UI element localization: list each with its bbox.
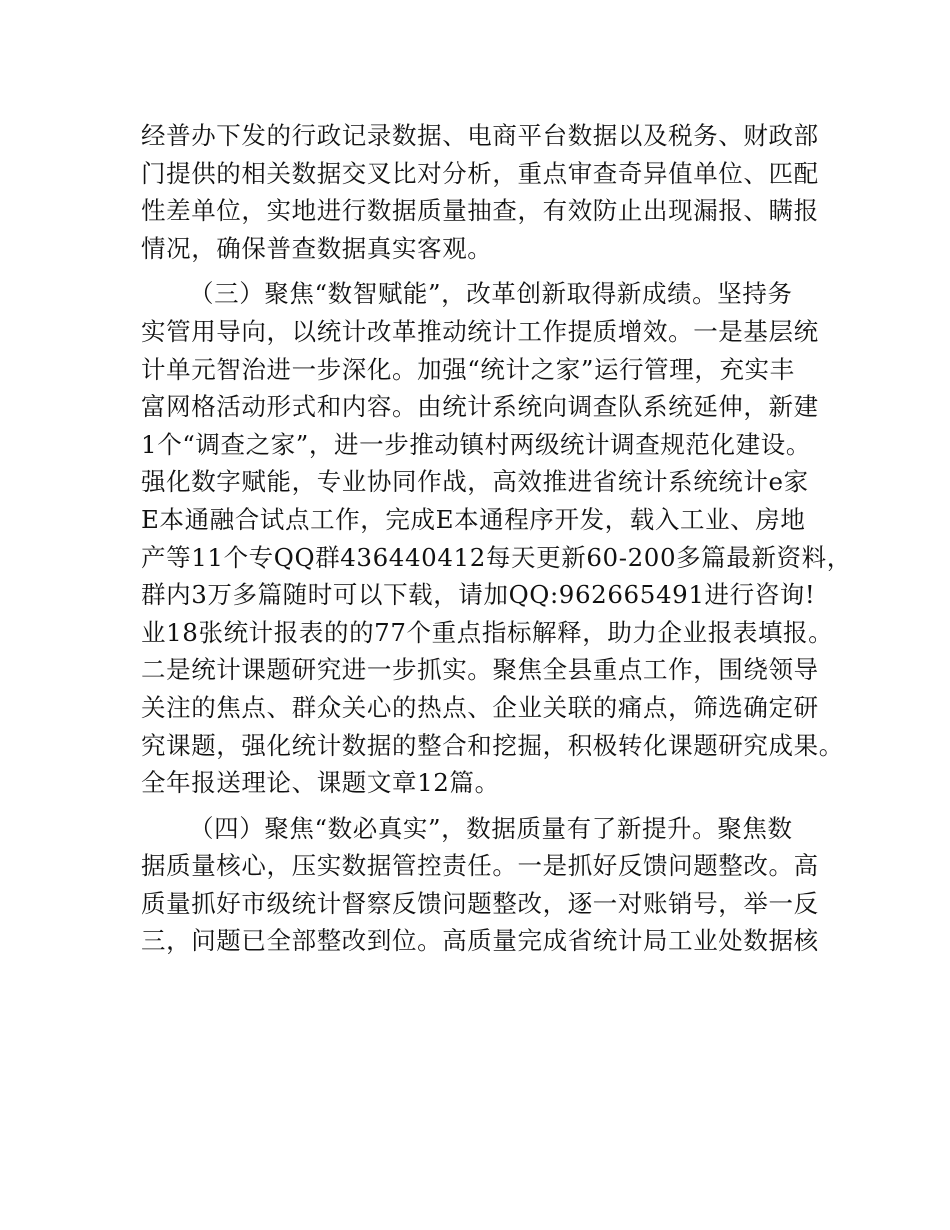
text-line: 二是统计课题研究进一步抓实。聚焦全县重点工作，围绕领导 (141, 655, 819, 685)
text-line: 三，问题已全部整改到位。高质量完成省统计局工业处数据核 (141, 926, 819, 956)
text-line: 情况，确保普查数据真实客观。 (141, 233, 493, 263)
paragraph-census-data-verification (141, 117, 821, 267)
text-line: E本通融合试点工作，完成E本通程序开发，载入工业、房地 (141, 504, 806, 534)
text-line: （四）聚焦“数必真实”，数据质量有了新提升。聚焦数 (189, 813, 793, 843)
text-line: 关注的焦点、群众关心的热点、企业关联的痛点，筛选确定研 (141, 692, 819, 722)
text-line: 1个“调查之家”，进一步推动镇村两级统计调查规范化建设。 (141, 429, 811, 459)
document-page (141, 117, 852, 968)
text-line: 究课题，强化统计数据的整合和挖掘，积极转化课题研究成果。 (141, 730, 844, 760)
text-line: 富网格活动形式和内容。由统计系统向调查队系统延伸，新建 (141, 392, 819, 422)
text-line: 实管用导向，以统计改革推动统计工作提质增效。一是基层统 (141, 316, 819, 346)
text-line: 计单元智治进一步深化。加强“统计之家”运行管理，充实丰 (141, 354, 795, 384)
paragraph-digital-empowerment (141, 275, 852, 801)
text-line: 性差单位，实地进行数据质量抽查，有效防止出现漏报、瞒报 (141, 196, 819, 226)
text-line: 质量抓好市级统计督察反馈问题整改，逐一对账销号，举一反 (141, 888, 819, 918)
text-line: 群内3万多篇随时可以下载，请加QQ:962665491进行咨询! (141, 580, 816, 610)
text-line: 强化数字赋能，专业协同作战，高效推进省统计系统统计e家 (141, 467, 809, 497)
text-line: 据质量核心，压实数据管控责任。一是抓好反馈问题整改。高 (141, 851, 819, 881)
text-line: 门提供的相关数据交叉比对分析，重点审查奇异值单位、匹配 (141, 158, 819, 188)
paragraph-data-quality (141, 810, 821, 960)
text-line: 经普办下发的行政记录数据、电商平台数据以及税务、财政部 (141, 121, 819, 150)
text-line: 产等11个专QQ群436440412每天更新60-200多篇最新资料， (141, 542, 852, 572)
text-line: 业18张统计报表的的77个重点指标解释，助力企业报表填报。 (141, 617, 834, 647)
text-line: 全年报送理论、课题文章12篇。 (141, 768, 500, 798)
text-line: （三）聚焦“数智赋能”，改革创新取得新成绩。坚持务 (189, 279, 793, 309)
